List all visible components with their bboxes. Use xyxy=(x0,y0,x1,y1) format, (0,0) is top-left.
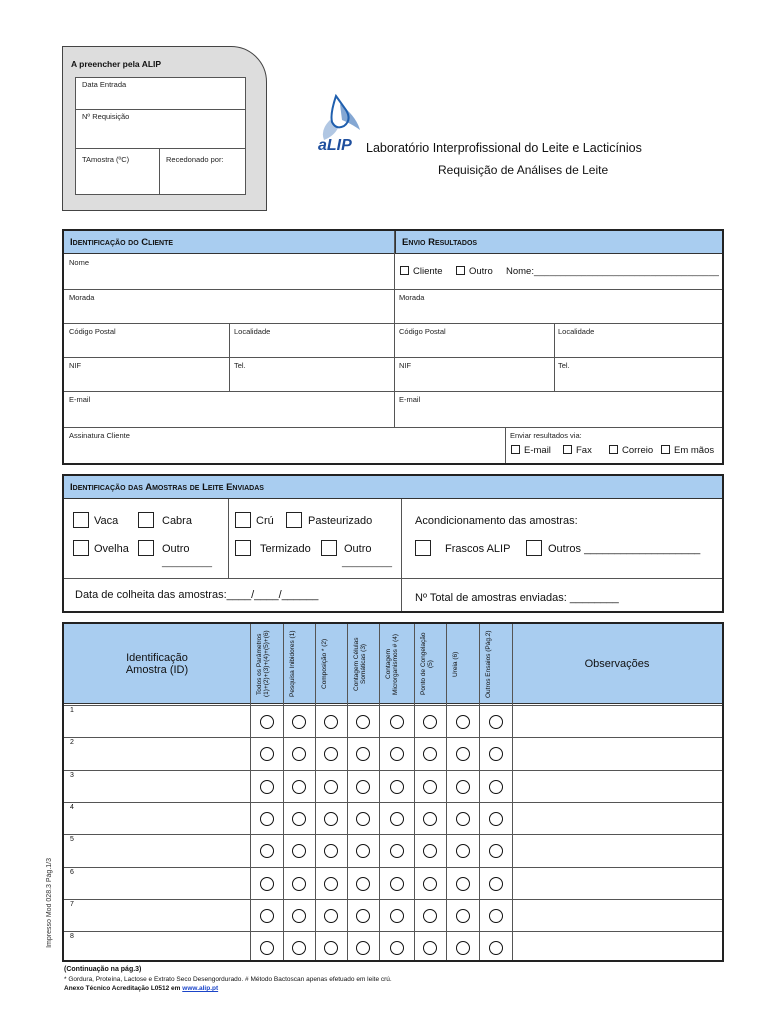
client-heading: Identificação do Cliente xyxy=(64,231,394,254)
analysis-radio[interactable] xyxy=(390,747,404,761)
analysis-radio[interactable] xyxy=(456,941,470,955)
analysis-radio[interactable] xyxy=(390,941,404,955)
analysis-radio[interactable] xyxy=(292,844,306,858)
analysis-radio[interactable] xyxy=(260,715,274,729)
analysis-radio[interactable] xyxy=(423,812,437,826)
analysis-radio[interactable] xyxy=(456,877,470,891)
analysis-radio[interactable] xyxy=(390,715,404,729)
t-amostra-label: TAmostra (ºC) xyxy=(82,155,130,164)
analysis-radio[interactable] xyxy=(324,812,338,826)
analysis-radio[interactable] xyxy=(356,909,370,923)
side-print-mark: Impresso Mod 028.3 Pág.1/3 xyxy=(46,858,53,948)
analysis-radio[interactable] xyxy=(489,780,503,794)
checkbox-icon[interactable] xyxy=(609,445,618,454)
alip-link[interactable]: www.alip.pt xyxy=(182,985,219,992)
alip-logo-text: aLIP xyxy=(318,137,352,154)
column-header: Contagem Células Somáticas (3) xyxy=(353,637,368,691)
analysis-radio[interactable] xyxy=(292,909,306,923)
localidade-label: Localidade xyxy=(234,327,271,336)
analysis-radio[interactable] xyxy=(356,941,370,955)
analysis-radio[interactable] xyxy=(324,909,338,923)
analysis-radio[interactable] xyxy=(390,844,404,858)
ovelha-label: Ovelha xyxy=(94,543,129,555)
analysis-radio[interactable] xyxy=(260,844,274,858)
analysis-radio[interactable] xyxy=(423,909,437,923)
analysis-radio[interactable] xyxy=(324,747,338,761)
email-label: E-mail xyxy=(69,395,91,404)
data-entrada-field[interactable] xyxy=(75,77,246,110)
checkbox-icon[interactable] xyxy=(661,445,670,454)
row-number: 4 xyxy=(70,803,74,811)
cabra-checkbox[interactable] xyxy=(138,512,154,528)
column-header: Ureia (6) xyxy=(452,651,459,677)
tel-label: Tel. xyxy=(234,361,246,370)
frascos-checkbox[interactable] xyxy=(415,540,431,556)
analysis-radio[interactable] xyxy=(423,780,437,794)
results-nif-label: NIF xyxy=(399,361,412,370)
ovelha-checkbox[interactable] xyxy=(73,540,89,556)
analysis-radio[interactable] xyxy=(260,941,274,955)
t-amostra-field[interactable] xyxy=(75,148,160,195)
outro-treatment-label: Outro xyxy=(344,543,372,555)
analysis-radio[interactable] xyxy=(489,877,503,891)
row-number: 1 xyxy=(70,707,74,714)
results-outro-option[interactable]: Outro xyxy=(456,266,493,277)
checkbox-icon[interactable] xyxy=(511,445,520,454)
data-entrada-label: Data Entrada xyxy=(82,80,127,89)
codigo-postal-label: Código Postal xyxy=(69,327,116,336)
termizado-label: Termizado xyxy=(260,543,311,555)
nif-label: NIF xyxy=(69,361,82,370)
results-tel-label: Tel. xyxy=(558,361,570,370)
analysis-radio[interactable] xyxy=(260,877,274,891)
results-heading: Envio Resultados xyxy=(395,231,722,254)
column-header: Contagem Microrganismos # (4) xyxy=(385,633,400,695)
analysis-radio[interactable] xyxy=(390,780,404,794)
results-localidade-label: Localidade xyxy=(558,327,595,336)
lab-title: Laboratório Interprofissional do Leite e Lacticínios xyxy=(366,141,642,155)
pasteurizado-checkbox[interactable] xyxy=(286,512,302,528)
column-header: Outros Ensaios (Pág.2) xyxy=(485,630,492,698)
analysis-radio[interactable] xyxy=(390,909,404,923)
cru-label: Crú xyxy=(256,515,274,527)
analysis-radio[interactable] xyxy=(456,715,470,729)
results-nome-line[interactable]: Nome:___________________________________ xyxy=(506,266,719,277)
column-header: Composição * (2) xyxy=(321,638,328,690)
analysis-radio[interactable] xyxy=(324,715,338,729)
row-number: 6 xyxy=(70,868,74,876)
footnote: * Gordura, Proteína, Lactose e Extrato Seco Desengordurado. # Método Bactoscan apenas efetuado em leite crú. xyxy=(64,976,392,983)
analysis-radio[interactable] xyxy=(489,909,503,923)
column-header: Pesquisa Inibidores (1) xyxy=(289,630,296,698)
row-number: 2 xyxy=(70,739,74,747)
analysis-radio[interactable] xyxy=(489,812,503,826)
analysis-radio[interactable] xyxy=(423,844,437,858)
assinatura-label: Assinatura Cliente xyxy=(69,431,130,440)
cabra-label: Cabra xyxy=(162,515,192,527)
results-codigo-postal-label: Código Postal xyxy=(399,327,446,336)
outros-label[interactable]: Outros ___________________ xyxy=(548,543,701,555)
checkbox-icon[interactable] xyxy=(456,266,465,275)
analysis-radio[interactable] xyxy=(324,844,338,858)
n-requisicao-label: Nº Requisição xyxy=(82,112,130,121)
analysis-radio[interactable] xyxy=(356,747,370,761)
analysis-radio[interactable] xyxy=(423,941,437,955)
vaca-label: Vaca xyxy=(94,515,119,527)
outros-checkbox[interactable] xyxy=(526,540,542,556)
analysis-radio[interactable] xyxy=(390,812,404,826)
via-fax-option[interactable]: Fax xyxy=(563,445,592,456)
continuation-note: (Continuação na pág.3) xyxy=(64,966,142,973)
analysis-radio[interactable] xyxy=(356,844,370,858)
row-number: 7 xyxy=(70,900,74,908)
analysis-radio[interactable] xyxy=(456,844,470,858)
analysis-radio[interactable] xyxy=(292,877,306,891)
analysis-radio[interactable] xyxy=(324,780,338,794)
outro-species-checkbox[interactable] xyxy=(138,540,154,556)
rececionado-field[interactable] xyxy=(159,148,246,195)
via-correio-option[interactable]: Correio xyxy=(609,445,653,456)
vaca-checkbox[interactable] xyxy=(73,512,89,528)
analysis-radio[interactable] xyxy=(456,812,470,826)
analysis-radio[interactable] xyxy=(260,780,274,794)
outro-species-label: Outro xyxy=(162,543,190,555)
analysis-radio[interactable] xyxy=(456,780,470,794)
analysis-radio[interactable] xyxy=(292,812,306,826)
analysis-radio[interactable] xyxy=(423,747,437,761)
outro-species-line[interactable]: __________ xyxy=(162,557,213,567)
termizado-checkbox[interactable] xyxy=(235,540,251,556)
data-colheita-field[interactable]: Data de colheita das amostras:____/____/______ xyxy=(75,589,319,601)
analysis-radio[interactable] xyxy=(456,747,470,761)
analysis-radio[interactable] xyxy=(260,812,274,826)
analysis-radio[interactable] xyxy=(292,780,306,794)
id-header: Identificação Amostra (ID) xyxy=(125,652,189,676)
column-header: Ponto de Congelação (5) xyxy=(420,632,435,696)
row-number: 5 xyxy=(70,836,74,844)
analysis-radio[interactable] xyxy=(489,941,503,955)
results-email-label: E-mail xyxy=(399,395,421,404)
samples-table xyxy=(62,622,724,962)
alip-internal-box xyxy=(62,46,267,211)
analysis-radio[interactable] xyxy=(260,747,274,761)
accreditation-note: Anexo Técnico Acreditação L0512 em www.alip.pt xyxy=(64,985,219,992)
analysis-radio[interactable] xyxy=(356,780,370,794)
row-number: 3 xyxy=(70,771,74,779)
analysis-radio[interactable] xyxy=(489,844,503,858)
frascos-label: Frascos ALIP xyxy=(445,543,511,555)
analysis-radio[interactable] xyxy=(423,715,437,729)
checkbox-icon[interactable] xyxy=(400,266,409,275)
analysis-radio[interactable] xyxy=(489,747,503,761)
analysis-radio[interactable] xyxy=(292,747,306,761)
analysis-radio[interactable] xyxy=(292,941,306,955)
samples-heading: Identificação das Amostras de Leite Enviadas xyxy=(64,476,722,499)
nome-label: Nome xyxy=(69,258,90,267)
results-cliente-option[interactable]: Cliente xyxy=(400,266,443,277)
morada-label: Morada xyxy=(69,293,95,302)
analysis-radio[interactable] xyxy=(489,715,503,729)
total-amostras-field[interactable]: Nº Total de amostras enviadas: ________ xyxy=(415,592,619,604)
outro-treatment-line[interactable]: __________ xyxy=(342,557,393,567)
analysis-radio[interactable] xyxy=(356,877,370,891)
analysis-radio[interactable] xyxy=(324,877,338,891)
analysis-radio[interactable] xyxy=(356,715,370,729)
enviar-via-label: Enviar resultados via: xyxy=(510,431,582,440)
via-email-option[interactable]: E-mail xyxy=(511,445,551,456)
analysis-radio[interactable] xyxy=(260,909,274,923)
pasteurizado-label: Pasteurizado xyxy=(308,515,373,527)
request-title: Requisição de Análises de Leite xyxy=(438,163,609,177)
via-maos-option[interactable]: Em mãos xyxy=(661,445,714,456)
analysis-radio[interactable] xyxy=(456,909,470,923)
analysis-radio[interactable] xyxy=(356,812,370,826)
row-number: 8 xyxy=(70,933,74,941)
rececionado-label: Recedonado por: xyxy=(166,155,224,164)
client-section xyxy=(62,229,724,465)
outro-treatment-checkbox[interactable] xyxy=(321,540,337,556)
checkbox-icon[interactable] xyxy=(563,445,572,454)
results-morada-label: Morada xyxy=(399,293,425,302)
alip-box-title: A preencher pela ALIP xyxy=(71,59,162,69)
cru-checkbox[interactable] xyxy=(235,512,251,528)
samples-section xyxy=(62,474,724,613)
analysis-radio[interactable] xyxy=(423,877,437,891)
analysis-radio[interactable] xyxy=(390,877,404,891)
column-header: Todos os Parâmetros (1)+(2)+(3)+(4)+(5)+(6) xyxy=(256,630,271,698)
analysis-radio[interactable] xyxy=(292,715,306,729)
acondicionamento-label: Acondicionamento das amostras: xyxy=(415,515,578,527)
analysis-radio[interactable] xyxy=(324,941,338,955)
observacoes-header: Observações xyxy=(584,658,650,670)
n-requisicao-field[interactable] xyxy=(75,109,246,149)
